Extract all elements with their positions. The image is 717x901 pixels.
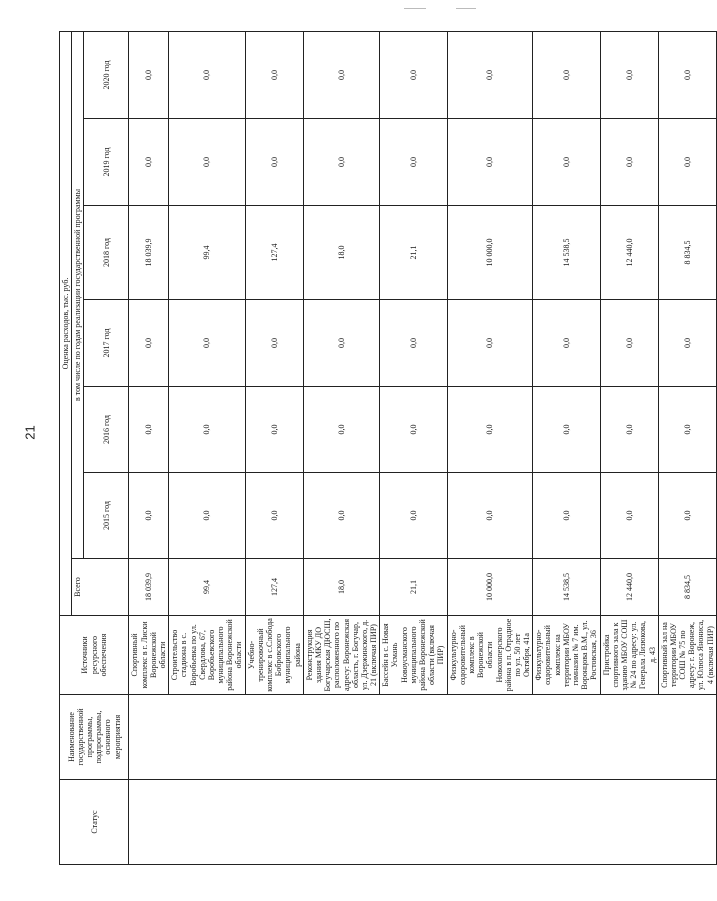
- resource-source-cell: Спортивный зал на территории МБОУ СОШ № 75 по адресу: г. Воронеж, ул. Юлюса Янониса, 4 (включая ПИР): [658, 616, 716, 695]
- year-value-cell: 0,0: [600, 119, 658, 206]
- year-value-cell: 0,0: [169, 300, 246, 387]
- year-value-cell: 0,0: [169, 387, 246, 473]
- year-value-cell: 0,0: [600, 300, 658, 387]
- year-value-cell: 0,0: [303, 473, 380, 559]
- year-value-cell: 0,0: [169, 473, 246, 559]
- resource-source-cell: Реконструкция здания МКУ ДО Богучарская ДЮСШ, расположенного по адресу: Воронежская область, г. Богучар, ул. Дзержинского, д. 21 (включая ПИР): [303, 616, 380, 695]
- total-cell: 14 538,5: [533, 559, 600, 616]
- year-value-cell: 0,0: [129, 473, 169, 559]
- year-value-cell: 0,0: [447, 387, 533, 473]
- year-value-cell: 99,4: [169, 206, 246, 300]
- scan-mark: [404, 8, 426, 9]
- resource-source-cell: Физкультурно-оздоровительный комплекс на территории МБОУ гимназии № 7 им. Воронцова В.М., ул. Ростовская, 36: [533, 616, 600, 695]
- year-value-cell: 0,0: [380, 32, 447, 119]
- year-value-cell: 21,1: [380, 206, 447, 300]
- year-value-cell: 18,0: [303, 206, 380, 300]
- year-value-cell: 0,0: [658, 119, 716, 206]
- year-value-cell: 8 834,5: [658, 206, 716, 300]
- resource-source-cell: Спортивный комплекс в г. Лиски Воронежской области: [129, 616, 169, 695]
- year-value-cell: 0,0: [658, 473, 716, 559]
- year-value-cell: 0,0: [245, 119, 303, 206]
- header-expense-estimate: Оценка расходов, тыс. руб.: [60, 32, 72, 616]
- year-value-cell: 0,0: [658, 300, 716, 387]
- year-value-cell: 0,0: [169, 32, 246, 119]
- year-value-cell: 0,0: [600, 387, 658, 473]
- expense-table: [59, 31, 717, 865]
- year-value-cell: 0,0: [169, 119, 246, 206]
- year-value-cell: 0,0: [447, 119, 533, 206]
- total-cell: 18,0: [303, 559, 380, 616]
- year-value-cell: 127,4: [245, 206, 303, 300]
- year-value-cell: 0,0: [380, 119, 447, 206]
- year-value-cell: 0,0: [600, 473, 658, 559]
- table-row: [129, 32, 169, 865]
- year-value-cell: 0,0: [380, 473, 447, 559]
- year-value-cell: 0,0: [303, 119, 380, 206]
- header-year: 2015 год: [84, 473, 129, 559]
- year-value-cell: 0,0: [533, 32, 600, 119]
- year-value-cell: 10 000,0: [447, 206, 533, 300]
- year-value-cell: 0,0: [658, 32, 716, 119]
- year-value-cell: 0,0: [129, 32, 169, 119]
- header-year: 2016 год: [84, 387, 129, 473]
- header-by-years: в том числе по годам реализации государственной программы: [72, 32, 84, 559]
- year-value-cell: 0,0: [303, 300, 380, 387]
- year-value-cell: 0,0: [658, 387, 716, 473]
- header-year: 2017 год: [84, 300, 129, 387]
- year-value-cell: 0,0: [447, 300, 533, 387]
- year-value-cell: 0,0: [380, 387, 447, 473]
- year-value-cell: 0,0: [129, 387, 169, 473]
- year-value-cell: 0,0: [380, 300, 447, 387]
- page-number: 21: [22, 425, 38, 440]
- year-value-cell: 0,0: [245, 387, 303, 473]
- resource-source-cell: Пристройка спортивного зала к зданию МБОУ СОШ № 24 по адресу: ул. Генерала Лизюкова, д. 43: [600, 616, 658, 695]
- resource-source-cell: Строительство стадиона в с. Воробьевка по ул. Свердлова, 67, Воробьевского муниципального района Воронежской области: [169, 616, 246, 695]
- year-value-cell: 18 039,9: [129, 206, 169, 300]
- resource-source-cell: Учебно-тренировочный комплекс в с.Слобода Бобровского муниципального района: [245, 616, 303, 695]
- total-cell: 127,4: [245, 559, 303, 616]
- year-value-cell: 0,0: [303, 387, 380, 473]
- year-value-cell: 0,0: [533, 119, 600, 206]
- year-value-cell: 14 538,5: [533, 206, 600, 300]
- total-cell: 10 000,0: [447, 559, 533, 616]
- year-value-cell: 0,0: [600, 32, 658, 119]
- header-status: Статус: [60, 780, 129, 865]
- header-year: 2018 год: [84, 206, 129, 300]
- year-value-cell: 0,0: [245, 32, 303, 119]
- year-value-cell: 0,0: [129, 119, 169, 206]
- year-value-cell: 0,0: [533, 300, 600, 387]
- year-value-cell: 0,0: [533, 387, 600, 473]
- header-resource-source: Источники ресурсного обеспечения: [60, 616, 129, 695]
- document-table-area: [59, 32, 715, 865]
- program-name-cell: [129, 695, 716, 780]
- year-value-cell: 0,0: [245, 473, 303, 559]
- total-cell: 12 440,0: [600, 559, 658, 616]
- year-value-cell: 0,0: [447, 473, 533, 559]
- resource-source-cell: Бассейн в с. Новая Усмань Новоусманского муниципального района Воронежской области (включая ПИР): [380, 616, 447, 695]
- total-cell: 21,1: [380, 559, 447, 616]
- total-cell: 8 834,5: [658, 559, 716, 616]
- year-value-cell: 0,0: [245, 300, 303, 387]
- header-total: Всего: [72, 559, 129, 616]
- year-value-cell: 0,0: [303, 32, 380, 119]
- total-cell: 18 039,9: [129, 559, 169, 616]
- year-value-cell: 0,0: [447, 32, 533, 119]
- resource-source-cell: Физкультурно-оздоровительный комплекс в Воронежской области Новохоперского района в п. Отрадное по ул. 50 лет Октября, 41а: [447, 616, 533, 695]
- year-value-cell: 0,0: [129, 300, 169, 387]
- year-value-cell: 12 440,0: [600, 206, 658, 300]
- status-cell: [129, 780, 716, 865]
- scan-mark: [456, 8, 476, 9]
- header-year: 2019 год: [84, 119, 129, 206]
- total-cell: 99,4: [169, 559, 246, 616]
- year-value-cell: 0,0: [533, 473, 600, 559]
- header-year: 2020 год: [84, 32, 129, 119]
- header-program-name: Наименование государственной программы, подпрограммы, основного мероприятия: [60, 695, 129, 780]
